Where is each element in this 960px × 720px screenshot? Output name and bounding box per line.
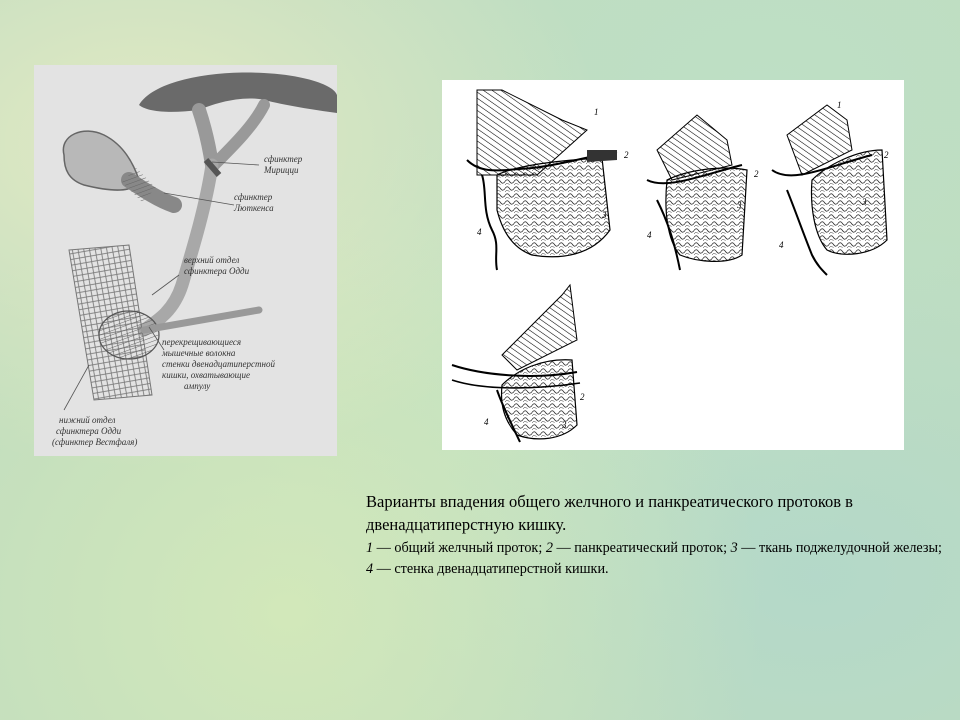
legend-num-2: 2 [545,540,553,556]
variant-c [772,100,889,275]
label-sphincter-mirizzi-1: сфинктер [264,154,303,164]
variant-b [647,115,759,270]
variant-c-num-2: 2 [884,150,889,160]
label-crossing-fibers-4: кишки, охватывающие [162,370,250,380]
variant-c-num-3: 3 [862,197,867,207]
variant-a-num-3: 3 [602,210,607,220]
variant-b-num-4: 4 [647,230,652,240]
label-crossing-fibers-2: мышечные волокна [162,348,236,358]
legend-num-1: 1 [366,540,374,556]
variant-b-num-3: 3 [737,200,742,210]
variant-c-num-1: 1 [837,100,842,110]
legend-num-3: 3 [730,540,738,556]
label-sphincter-lutkens-1: сфинктер [234,192,273,202]
label-upper-oddi-1: верхний отдел [184,255,240,265]
caption-legend [366,538,946,580]
caption-title: Варианты впадения общего желчного и панкреатического протоков в двенадцатиперстную кишку. [366,492,853,534]
label-crossing-fibers-1: перекрещивающиеся [162,337,242,347]
duct-variants-drawing [442,80,904,450]
label-lower-oddi-1: нижний отдел [59,415,116,425]
sphincter-illustration [34,65,337,456]
variant-a-num-1: 1 [594,107,599,117]
label-sphincter-lutkens-2: Люткенса [234,203,274,213]
legend-text-1: — общий желчный проток; [373,540,546,556]
variant-d-num-2: 2 [580,392,585,402]
variant-d-num-3: 3 [562,420,567,430]
label-sphincter-mirizzi-2: Мирицци [264,165,299,175]
legend-text-3: — ткань поджелудочной железы; [737,540,942,556]
legend-text-4: — стенка двенадцатиперстной кишки. [373,561,609,577]
label-lower-oddi-3: (сфинктер Вестфаля) [52,437,138,447]
duct-variants-diagram [442,80,904,450]
label-upper-oddi-2: сфинктера Одди [184,266,250,276]
sphincter-drawing [34,65,337,456]
figure-caption [366,490,946,580]
variant-d-num-4: 4 [484,417,489,427]
legend-num-4: 4 [366,561,374,577]
label-crossing-fibers-5: ампулу [184,381,211,391]
variant-a [467,90,629,270]
legend-text-2: — панкреатический проток; [552,540,731,556]
label-crossing-fibers-3: стенки двенадцатиперстной [162,359,275,369]
variant-a-num-2: 2 [624,150,629,160]
variant-c-num-4: 4 [779,240,784,250]
variant-a-num-4: 4 [477,227,482,237]
variant-d [452,285,585,442]
label-lower-oddi-2: сфинктера Одди [56,426,122,436]
variant-b-num-2: 2 [754,169,759,179]
